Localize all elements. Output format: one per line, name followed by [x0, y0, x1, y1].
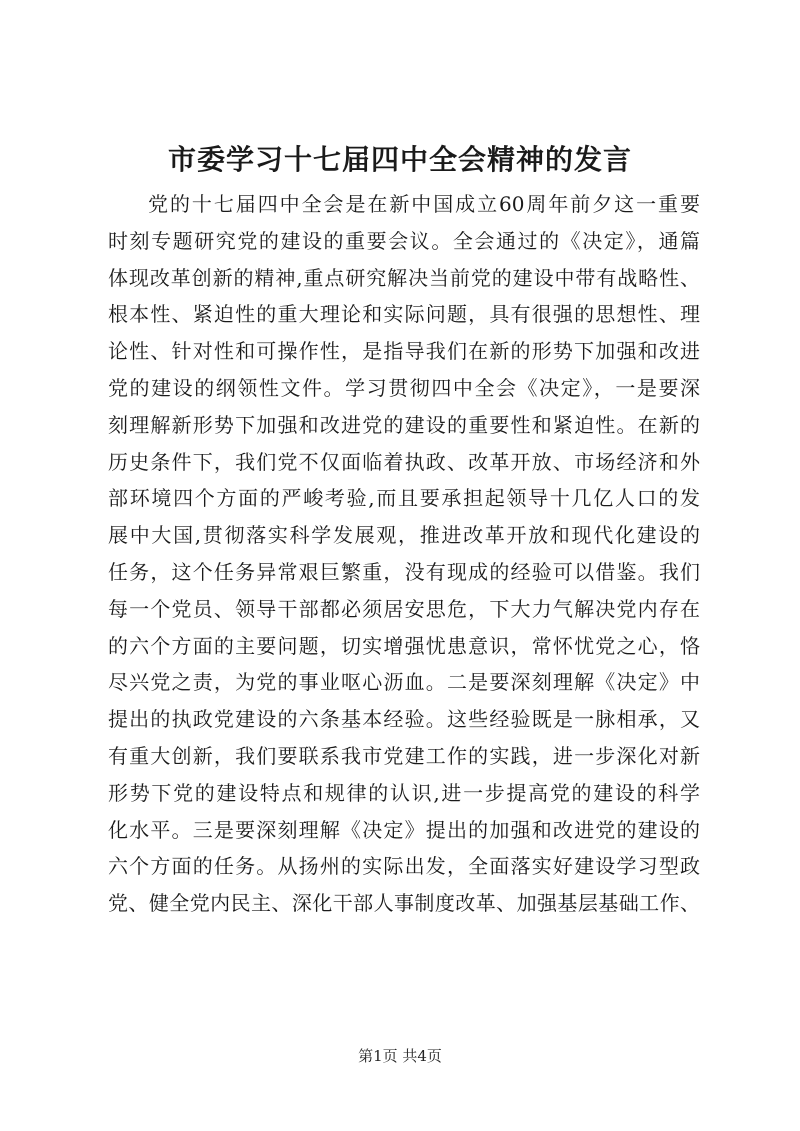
text-line: 根本性、紧迫性的重大理论和实际问题，具有很强的思想性、理	[108, 302, 700, 327]
text-line: 部环境四个方面的严峻考验,而且要承担起领导十几亿人口的发	[108, 486, 700, 511]
text-line: 时刻专题研究党的建设的重要会议。全会通过的《决定》，通篇	[108, 228, 700, 253]
text-line: 六个方面的任务。从扬州的实际出发，全面落实好建设学习型政	[108, 854, 700, 879]
text-line: 任务，这个任务异常艰巨繁重，没有现成的经验可以借鉴。我们	[108, 559, 700, 584]
text-line: 每一个党员、领导干部都必须居安思危，下大力气解决党内存在	[108, 596, 700, 621]
text-line: 展中大国,贯彻落实科学发展观，推进改革开放和现代化建设的	[108, 523, 700, 548]
text-line: 党的建设的纲领性文件。学习贯彻四中全会《决定》，一是要深	[108, 375, 700, 400]
text-line: 论性、针对性和可操作性，是指导我们在新的形势下加强和改进	[108, 339, 700, 364]
text-line: 党的十七届四中全会是在新中国成立60周年前夕这一重要	[148, 192, 700, 216]
text-line: 有重大创新，我们要联系我市党建工作的实践，进一步深化对新	[108, 743, 700, 768]
text-line: 提出的执政党建设的六条基本经验。这些经验既是一脉相承，又	[108, 707, 700, 732]
text-line: 尽兴党之责，为党的事业呕心沥血。二是要深刻理解《决定》中	[108, 670, 700, 695]
text-line: 党、健全党内民主、深化干部人事制度改革、加强基层基础工作、	[108, 891, 700, 916]
text-line: 体现改革创新的精神,重点研究解决当前党的建设中带有战略性、	[108, 265, 700, 290]
page-number-footer: 第1页 共4页	[358, 1047, 442, 1065]
body-paragraph	[108, 186, 700, 922]
text-line: 化水平。三是要深刻理解《决定》提出的加强和改进党的建设的	[108, 817, 700, 842]
text-line: 历史条件下，我们党不仅面临着执政、改革开放、市场经济和外	[108, 449, 700, 474]
text-line: 刻理解新形势下加强和改进党的建设的重要性和紧迫性。在新的	[108, 412, 700, 437]
text-line: 的六个方面的主要问题，切实增强忧患意识，常怀忧党之心，恪	[108, 633, 700, 658]
text-line: 形势下党的建设特点和规律的认识,进一步提高党的建设的科学	[108, 780, 700, 805]
document-title: 市委学习十七届四中全会精神的发言	[167, 143, 632, 176]
